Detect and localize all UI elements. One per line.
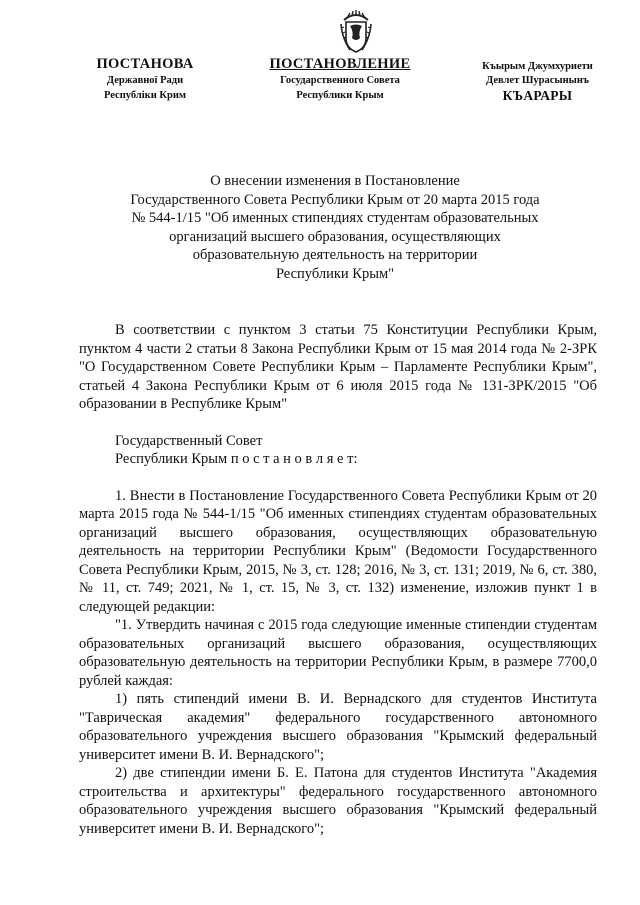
header-left-line2: Республіки Крим xyxy=(103,90,187,101)
header-left-title: ПОСТАНОВА xyxy=(96,56,194,72)
header-left-line1: Державної Ради xyxy=(106,75,184,86)
council-line-2: Республики Крым п о с т а н о в л я е т: xyxy=(115,451,358,467)
preamble-paragraph: В соответствии с пунктом 3 статьи 75 Конституции Республики Крым, пунктом 4 части 2 статьи 8 Закона Республики Крым от 15 мая 2014 года № 2-ЗРК "О Государственном Совете Республики Крым – Парламенте Республики Крым", статьей 4 Закона Республики Крым от 6 июля 2015 года № 131-ЗРК/2015 "Об образовании в Республике Крым" xyxy=(79,322,597,412)
body-paragraph: 1. Внести в Постановление Государственного Совета Республики Крым от 20 марта 2015 года № 544-1/15 "Об именных стипендиях студентам образовательных организаций высшего образования, осуществляющих образовательную деятельность на территории Республики Крым" (Ведомости Государственного Совета Республики Крым, 2015, № 3, ст. 128; 2016, № 3, ст. 131; 2019, № 6, ст. 380, № 11, ст. 749; 2021, № 1, ст. 15, № 3, ст. 132) изменение, изложив пункт 1 в следующей редакции: xyxy=(79,487,597,615)
council-line-1: Государственный Совет xyxy=(115,432,263,449)
header-right-line2: Девлет Шурасынынъ xyxy=(485,75,590,86)
header-center-line2: Республики Крым xyxy=(296,90,384,101)
header-center-title: ПОСТАНОВЛЕНИЕ xyxy=(269,56,411,72)
title-line: О внесении изменения в Постановление xyxy=(210,173,460,189)
header-right-line1: Къырым Джумхуриети xyxy=(482,61,593,72)
document-body xyxy=(79,321,597,838)
body-paragraph: 2) две стипендии имени Б. Е. Патона для студентов Института "Академия строительства и архитектуры" федерального государственного автономного образовательного учреждения высшего образования "Крымский федеральный университет имени В. И. Вернадского"; xyxy=(79,765,597,837)
title-line: образовательную деятельность на территории xyxy=(192,247,478,263)
body-paragraph: "1. Утвердить начиная с 2015 года следующие именные стипендии студентам образовательных организаций высшего образования, осуществляющих образовательную деятельность на территории Республики Крым, в размере 7700,0 рублей каждая: xyxy=(79,617,597,689)
header-ukrainian xyxy=(60,56,230,103)
title-line: № 544-1/15 "Об именных стипендиях студентам образовательных xyxy=(131,210,539,226)
body-paragraph: 1) пять стипендий имени В. И. Вернадского для студентов Института "Таврическая академия" федерального государственного автономного образовательного учреждения высшего образования "Крымский федеральный университет имени В. И. Вернадского"; xyxy=(79,691,597,763)
title-line: Республики Крым" xyxy=(275,265,395,282)
document-title xyxy=(100,172,570,283)
header-crimean-tatar xyxy=(445,60,630,104)
title-line: Государственного Совета Республики Крым от 20 марта 2015 года xyxy=(130,191,540,208)
title-line: организаций высшего образования, осуществляющих xyxy=(169,228,501,245)
header-center-line1: Государственного Совета xyxy=(280,75,400,86)
header-right-title: КЪАРАРЫ xyxy=(502,88,573,103)
crimea-coat-of-arms-icon xyxy=(338,8,374,54)
header-russian xyxy=(245,56,435,103)
